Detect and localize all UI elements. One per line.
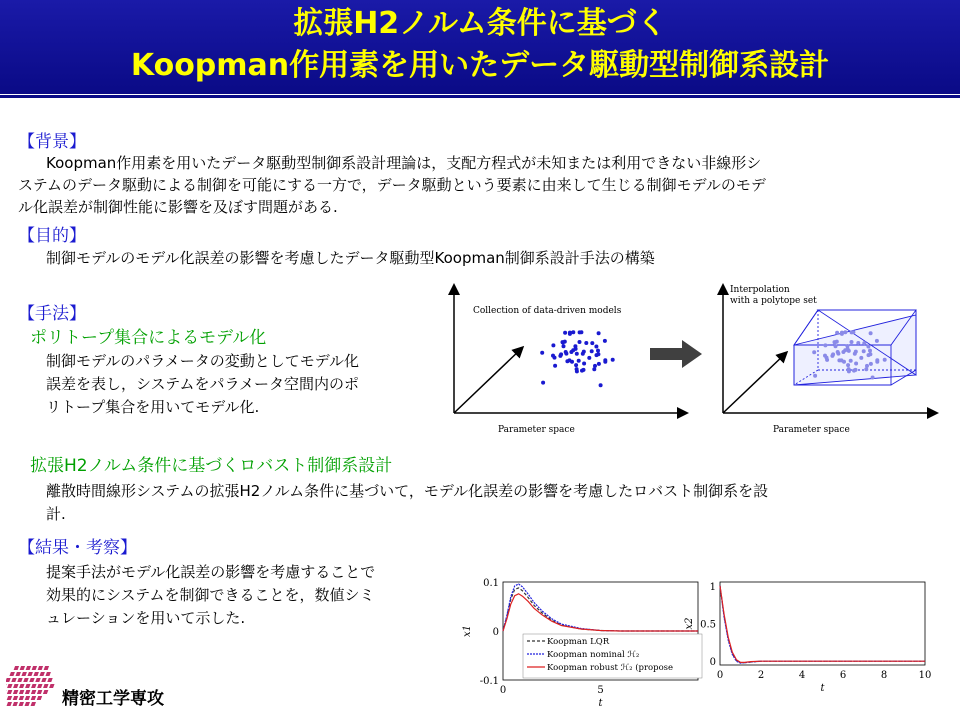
interpolated-model-point	[883, 358, 887, 362]
y-tick-label: 1	[709, 581, 716, 593]
interpolated-model-point	[875, 339, 879, 343]
interpolated-model-point	[866, 345, 870, 349]
y-axis-label: x2	[684, 617, 695, 630]
x-axis-label: t	[820, 683, 825, 694]
left-diagram-label: Collection of data-driven models	[473, 306, 622, 316]
logo-cell	[6, 678, 11, 682]
interpolated-model-point	[854, 350, 858, 354]
results-line-1: 提案手法がモデル化誤差の影響を考慮することで	[46, 563, 376, 581]
legend-entry: Koopman robust ℋ₂ (propose	[547, 663, 674, 673]
purpose-heading: 【目的】	[18, 226, 86, 246]
data-model-point	[575, 352, 579, 356]
logo-cell	[33, 672, 38, 676]
interpolated-model-point	[875, 360, 879, 364]
interpolated-model-point	[871, 376, 875, 380]
data-model-point	[590, 349, 594, 353]
logo-grid-icon	[6, 658, 66, 712]
data-model-point	[582, 350, 586, 354]
x-tick-label: 6	[839, 670, 847, 681]
data-model-point	[561, 340, 565, 344]
series-line	[720, 586, 925, 663]
data-model-point	[603, 339, 607, 343]
interpolated-model-point	[812, 350, 816, 354]
x-axis-label: t	[598, 698, 603, 709]
interpolated-model-point	[869, 362, 873, 366]
right-diagram-label-1: Interpolation	[730, 285, 790, 295]
department-name: 精密工学専攻	[62, 689, 164, 709]
interpolated-model-point	[864, 367, 868, 371]
data-model-point	[571, 348, 575, 352]
logo-cell	[35, 678, 40, 682]
logo-cell	[17, 678, 22, 682]
data-model-point	[611, 358, 615, 362]
interpolated-model-point	[833, 340, 837, 344]
interpolated-model-point	[834, 344, 838, 348]
purpose-text: 制御モデルのモデル化誤差の影響を考慮したデータ駆動型Koopman制御系設計手法の構築	[46, 249, 655, 267]
data-model-point	[578, 330, 582, 334]
data-model-point	[584, 341, 588, 345]
interpolated-model-point	[867, 353, 871, 357]
logo-cell	[43, 690, 48, 694]
data-model-point	[590, 341, 594, 345]
left-scatter-points	[540, 330, 615, 387]
title-line-1: 拡張H2ノルム条件に基づく	[293, 6, 667, 41]
logo-cell	[19, 690, 24, 694]
department-logo	[6, 658, 66, 712]
method-polytope-line-2: 誤差を表し，システムをパラメータ空間内のポ	[46, 375, 360, 393]
data-model-point	[568, 331, 572, 335]
data-model-point	[551, 343, 555, 347]
data-model-point	[577, 359, 581, 363]
logo-cell	[15, 672, 20, 676]
plot-legend	[523, 634, 702, 678]
logo-cell	[21, 672, 26, 676]
logo-cell	[26, 666, 31, 670]
series-line	[720, 586, 925, 663]
logo-cell	[31, 702, 36, 706]
logo-cell	[45, 672, 50, 676]
logo-cell	[38, 666, 43, 670]
data-model-point	[553, 364, 557, 368]
transition-arrow	[650, 340, 702, 368]
parameter-space-diagram	[440, 280, 940, 440]
background-line-3: ル化誤差が制御性能に影響を及ぼす問題がある.	[18, 198, 338, 216]
interpolated-model-point	[868, 349, 872, 353]
logo-cell	[19, 696, 24, 700]
right-diagram-label-2: with a polytope set	[730, 296, 817, 306]
logo-cell	[19, 684, 24, 688]
x-tick-label: 4	[798, 670, 806, 681]
logo-cell	[31, 684, 36, 688]
logo-cell	[31, 690, 36, 694]
background-line-1: Koopman作用素を用いたデータ駆動型制御系設計理論は，支配方程式が未知または利用できない非線形シ	[46, 154, 762, 172]
header-divider	[0, 95, 960, 98]
logo-cell	[7, 690, 12, 694]
data-model-point	[595, 353, 599, 357]
logo-cell	[27, 672, 32, 676]
interpolated-model-point	[862, 341, 866, 345]
y-tick-label: 0.1	[483, 578, 499, 589]
right-z-axis	[723, 353, 786, 413]
logo-cell	[13, 690, 18, 694]
interpolated-model-point	[854, 362, 858, 366]
logo-cell	[6, 684, 7, 688]
interpolated-model-point	[869, 331, 873, 335]
logo-cell	[11, 678, 16, 682]
series-line	[503, 584, 698, 631]
interpolated-model-point	[831, 352, 835, 356]
data-model-point	[564, 350, 568, 354]
logo-cell	[25, 702, 30, 706]
logo-cell	[25, 690, 30, 694]
interpolated-model-point	[842, 360, 846, 364]
polytope-box	[794, 310, 916, 385]
logo-cell	[23, 678, 28, 682]
logo-cell	[13, 702, 18, 706]
method-heading: 【手法】	[18, 304, 86, 324]
data-model-point	[593, 364, 597, 368]
logo-cell	[14, 666, 19, 670]
interpolated-model-point	[859, 356, 863, 360]
data-model-point	[599, 383, 603, 387]
logo-cell	[31, 696, 36, 700]
interpolated-model-point	[856, 341, 860, 345]
series-line	[503, 594, 698, 631]
interpolated-model-point	[835, 331, 839, 335]
data-model-point	[582, 368, 586, 372]
data-model-point	[592, 367, 596, 371]
logo-cell	[7, 702, 12, 706]
y-tick-label: 0	[492, 627, 499, 638]
legend-entry: Koopman LQR	[547, 637, 610, 647]
left-z-axis	[454, 348, 522, 413]
title-line-2: Koopman作用素を用いたデータ駆動型制御系設計	[130, 48, 830, 83]
logo-cell	[7, 696, 12, 700]
x-tick-label: 0	[716, 670, 724, 681]
logo-cell	[20, 666, 25, 670]
y-tick-label: 0.5	[700, 619, 716, 631]
interpolated-model-point	[850, 330, 854, 334]
method-polytope-line-1: 制御モデルのパラメータの変動としてモデル化	[46, 352, 360, 370]
background-heading: 【背景】	[18, 132, 86, 152]
right-axis-label: Parameter space	[773, 425, 850, 435]
data-model-point	[582, 362, 586, 366]
data-model-point	[587, 356, 591, 360]
interpolated-model-point	[862, 349, 866, 353]
x-tick-label: 5	[597, 685, 604, 696]
legend-entry: Koopman nominal ℋ₂	[547, 650, 640, 660]
data-model-point	[541, 381, 545, 385]
interpolated-model-point	[847, 369, 851, 373]
y-axis-label: x1	[462, 624, 473, 638]
logo-cell	[32, 666, 37, 670]
x-tick-label: 0	[499, 685, 507, 696]
data-model-point	[597, 362, 601, 366]
logo-cell	[44, 666, 49, 670]
interpolated-model-point	[823, 354, 827, 358]
left-axis-label: Parameter space	[498, 425, 575, 435]
logo-cell	[39, 672, 44, 676]
logo-cell	[13, 696, 18, 700]
data-model-point	[594, 345, 598, 349]
interpolated-model-point	[836, 350, 840, 354]
logo-cell	[7, 684, 12, 688]
data-model-point	[574, 363, 578, 367]
method-robust-line-2: 計.	[46, 505, 66, 523]
logo-cell	[9, 672, 14, 676]
data-model-point	[562, 344, 566, 348]
method-robust-line-1: 離散時間線形システムの拡張H2ノルム条件に基づいて，モデル化誤差の影響を考慮したロバスト制御系を設	[46, 482, 769, 500]
interpolated-model-point	[850, 340, 854, 344]
interpolated-model-point	[849, 359, 853, 363]
interpolated-model-point	[865, 364, 869, 368]
logo-cell	[47, 678, 52, 682]
logo-cell	[41, 678, 46, 682]
interpolated-model-point	[840, 331, 844, 335]
method-subheading-robust: 拡張H2ノルム条件に基づくロバスト制御系設計	[30, 456, 393, 476]
series-line	[503, 588, 698, 631]
title-banner	[0, 0, 960, 94]
data-model-point	[596, 349, 600, 353]
logo-cell	[37, 696, 42, 700]
data-model-point	[571, 330, 575, 334]
interpolated-model-point	[846, 363, 850, 367]
plot-frame	[720, 582, 925, 665]
data-model-point	[540, 351, 544, 355]
method-polytope-line-3: リトープ集合を用いてモデル化.	[46, 398, 260, 416]
logo-cell	[25, 684, 30, 688]
data-model-point	[603, 360, 607, 364]
results-heading: 【結果・考察】	[18, 538, 137, 558]
y-tick-label: -0.1	[479, 676, 499, 687]
data-model-point	[551, 354, 555, 358]
y-tick-label: 0	[709, 657, 716, 669]
logo-cell	[37, 690, 42, 694]
background-line-2: ステムのデータ駆動による制御を可能にする一方で，データ駆動という要素に由来して生じる制御モデルのモデ	[18, 176, 766, 194]
results-line-3: ュレーションを用いて示した.	[46, 609, 246, 627]
data-model-point	[559, 352, 563, 356]
logo-cell	[37, 684, 42, 688]
interpolated-model-point	[843, 330, 847, 334]
data-model-point	[563, 331, 567, 335]
logo-cell	[19, 702, 24, 706]
logo-cell	[25, 696, 30, 700]
interpolated-model-point	[854, 368, 858, 372]
series-line	[720, 586, 925, 663]
logo-cell	[49, 684, 54, 688]
result-plot-x1	[458, 570, 708, 720]
result-plot-x2	[680, 570, 950, 720]
data-model-point	[578, 340, 582, 344]
logo-cell	[43, 684, 48, 688]
logo-cell	[29, 678, 34, 682]
x-tick-label: 2	[757, 670, 765, 681]
data-model-point	[570, 360, 574, 364]
interpolated-model-point	[843, 348, 847, 352]
x-tick-label: 10	[918, 670, 932, 681]
interpolated-model-point	[813, 374, 817, 378]
interpolated-model-point	[823, 343, 827, 347]
x-tick-label: 8	[880, 670, 888, 681]
data-model-point	[575, 369, 579, 373]
results-line-2: 効果的にシステムを制御できることを，数値シミ	[46, 586, 375, 604]
method-subheading-polytope: ポリトープ集合によるモデル化	[30, 328, 267, 348]
data-model-point	[597, 331, 601, 335]
logo-cell	[13, 684, 18, 688]
